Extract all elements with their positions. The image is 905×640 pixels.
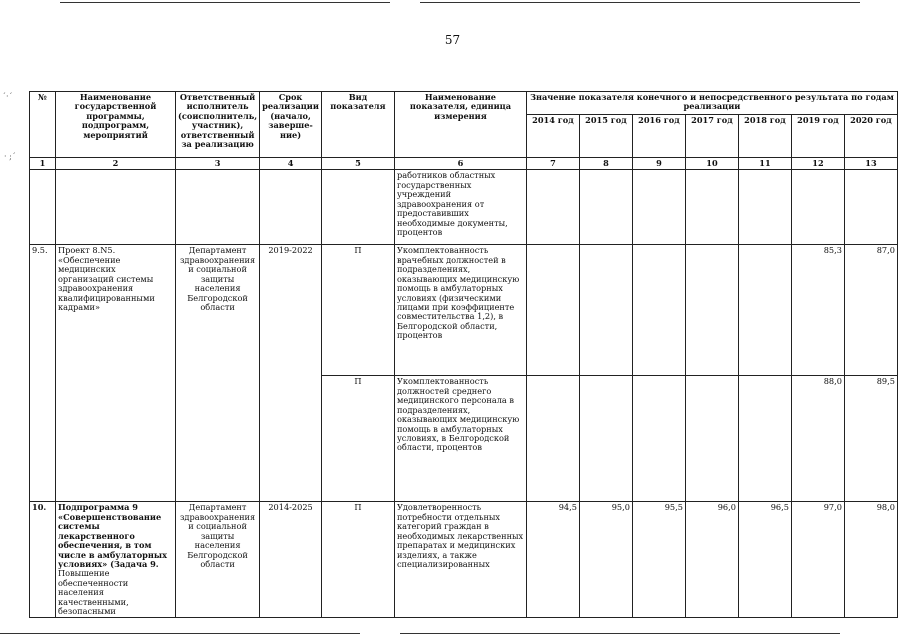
value-cell <box>579 245 632 376</box>
col-number: 8 <box>579 158 632 170</box>
value-cell: 95,0 <box>579 502 632 618</box>
header-type: Вид показателя <box>321 92 394 158</box>
indicator-cell: Укомплектованность должностей среднего медицинского персонала в подразделениях, оказывающих медицинскую помощь в амбулаторных условиях, в Белгородской области, процентов <box>394 376 526 502</box>
value-cell <box>632 245 685 376</box>
value-cell <box>579 376 632 502</box>
header-year: 2019 год <box>791 115 844 158</box>
top-rule-left <box>60 2 390 3</box>
col-number: 11 <box>738 158 791 170</box>
indicator-cell: Укомплектованность врачебных должностей в подразделениях, оказывающих медицинскую помощь в амбулаторных условиях (физическими лицами при коэффициенте совместительства 1,2), в Белгородской области, процентов <box>394 245 526 376</box>
col-number: 4 <box>260 158 322 170</box>
value-cell <box>685 376 738 502</box>
col-number: 2 <box>56 158 176 170</box>
row-number: 9.5. <box>30 245 56 502</box>
side-mark: · ;´ <box>4 152 16 161</box>
col-number: 13 <box>844 158 897 170</box>
side-mark: ´·´ <box>2 92 13 101</box>
value-cell: 87,0 <box>844 245 897 376</box>
value-cell <box>526 245 579 376</box>
value-cell: 88,0 <box>791 376 844 502</box>
header-values-group: Значение показателя конечного и непосредственного результата по годам реализации <box>526 92 897 115</box>
table-row <box>30 170 898 245</box>
measure-name <box>56 502 176 618</box>
bottom-rule-left <box>0 633 360 634</box>
col-number: 9 <box>632 158 685 170</box>
col-number: 12 <box>791 158 844 170</box>
header-year: 2017 год <box>685 115 738 158</box>
header-year: 2020 год <box>844 115 897 158</box>
header-year: 2016 год <box>632 115 685 158</box>
executor-cell: Департамент здравоохранения и социальной защиты населения Белгородской области <box>176 502 260 618</box>
value-cell: 97,0 <box>791 502 844 618</box>
subprogram-task: Повышение обеспеченности населения качественными, безопасными <box>58 568 129 617</box>
type-cell: П <box>321 245 394 376</box>
value-cell: 85,3 <box>791 245 844 376</box>
col-number: 1 <box>30 158 56 170</box>
type-cell: П <box>321 376 394 502</box>
header-year: 2018 год <box>738 115 791 158</box>
value-cell <box>632 376 685 502</box>
header-year: 2014 год <box>526 115 579 158</box>
value-cell: 96,5 <box>738 502 791 618</box>
header-row <box>30 92 898 115</box>
col-number: 7 <box>526 158 579 170</box>
indicators-table <box>29 91 898 618</box>
col-number: 3 <box>176 158 260 170</box>
value-cell <box>738 245 791 376</box>
column-number-row <box>30 158 898 170</box>
measure-name: Проект 8.N5. «Обеспечение медицинских организаций системы здравоохранения квалифицированными кадрами» <box>56 245 176 502</box>
value-cell: 89,5 <box>844 376 897 502</box>
subprogram-title: Подпрограмма 9 «Совершенствование системы лекарственного обеспечения, в том числе в амбулаторных условиях» (Задача 9. <box>58 502 167 569</box>
top-rule-right <box>420 2 860 3</box>
value-cell: 96,0 <box>685 502 738 618</box>
col-number: 6 <box>394 158 526 170</box>
header-year: 2015 год <box>579 115 632 158</box>
indicator-cell: Удовлетворенность потребности отдельных категорий граждан в необходимых лекарственных препаратах и медицинских изделиях, а также специализированных <box>394 502 526 618</box>
value-cell: 94,5 <box>526 502 579 618</box>
header-no: № <box>30 92 56 158</box>
table-row <box>30 245 898 376</box>
col-number: 5 <box>321 158 394 170</box>
value-cell: 95,5 <box>632 502 685 618</box>
value-cell <box>526 376 579 502</box>
col-number: 10 <box>685 158 738 170</box>
value-cell: 98,0 <box>844 502 897 618</box>
page-number: 57 <box>444 33 461 47</box>
header-name: Наименование государственной программы, подпрограмм, мероприятий <box>56 92 176 158</box>
type-cell: П <box>321 502 394 618</box>
header-executor: Ответственный исполнитель (соисполнитель, участник), ответственный за реализацию <box>176 92 260 158</box>
header-indicator: Наименование показателя, единица измерения <box>394 92 526 158</box>
table-row <box>30 502 898 618</box>
bottom-rule-right <box>400 633 840 634</box>
row-number: 10. <box>30 502 56 618</box>
executor-cell: Департамент здравоохранения и социальной защиты населения Белгородской области <box>176 245 260 502</box>
value-cell <box>738 376 791 502</box>
period-cell: 2019-2022 <box>260 245 322 502</box>
header-period: Срок реализации (начало, заверше-ние) <box>260 92 322 158</box>
value-cell <box>685 245 738 376</box>
period-cell: 2014-2025 <box>260 502 322 618</box>
indicator-cell: работников областных государственных учреждений здравоохранения от предоставивших необходимые документы, процентов <box>394 170 526 245</box>
